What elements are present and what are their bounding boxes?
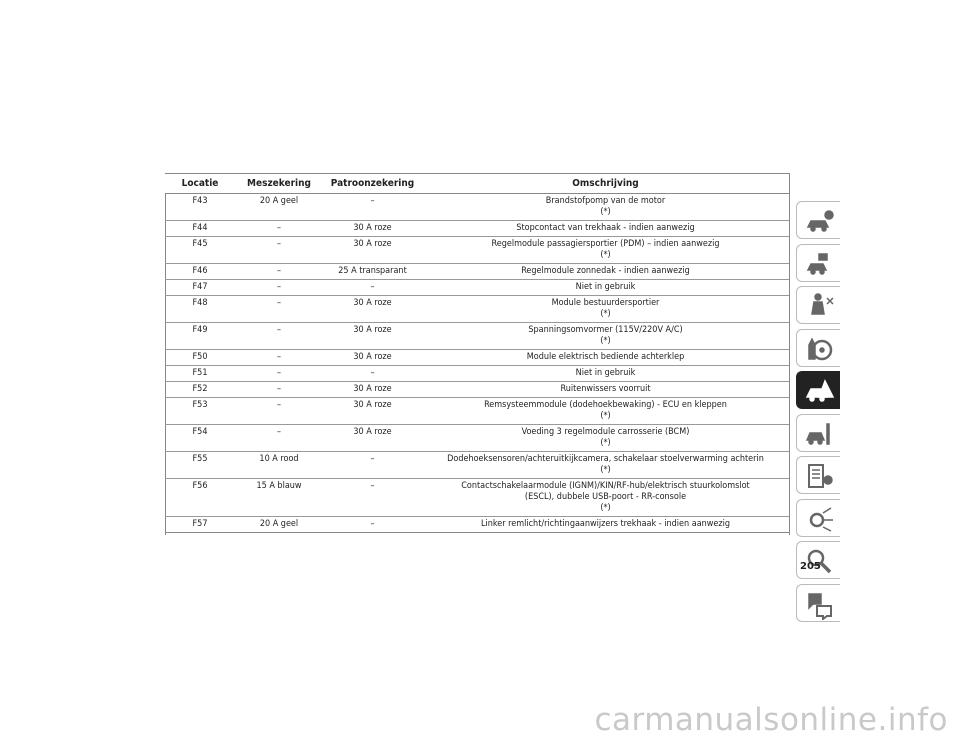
car-service-icon [805, 420, 835, 450]
cell-omschrijving [422, 425, 789, 452]
chapter-tab-10[interactable] [796, 584, 840, 622]
description-line: (*) [600, 503, 611, 513]
cell-locatie: F46 [165, 264, 235, 280]
cell-omschrijving [422, 366, 789, 382]
chapter-tab-7[interactable] [796, 456, 840, 494]
cell-patroonzekering: 25 A transparant [323, 264, 422, 280]
cell-locatie: F57 [165, 517, 235, 533]
chapter-tab-1[interactable] [796, 201, 840, 239]
cell-patroonzekering: 30 A roze [323, 350, 422, 366]
description-line: Remsysteemmodule (dodehoekbewaking) - ECU en kleppen [484, 400, 727, 410]
table-row [165, 237, 789, 264]
chapter-tab-6[interactable] [796, 414, 840, 452]
cell-patroonzekering: 30 A roze [323, 425, 422, 452]
cell-locatie: F55 [165, 452, 235, 479]
cell-meszekering: – [235, 350, 323, 366]
description-line: Stopcontact van trekhaak - indien aanwezig [516, 223, 695, 233]
cell-omschrijving [422, 382, 789, 398]
cell-patroonzekering: 30 A roze [323, 296, 422, 323]
cell-meszekering: 10 A rood [235, 452, 323, 479]
header-omschrijving: Omschrijving [422, 174, 789, 194]
cell-locatie: F48 [165, 296, 235, 323]
chapter-tab-2[interactable] [796, 244, 840, 282]
description-line: Brandstofpomp van de motor [545, 196, 666, 206]
watermark: carmanualsonline.info [594, 702, 948, 738]
languages-icon [805, 590, 835, 620]
cell-meszekering: – [235, 296, 323, 323]
table-row [165, 323, 789, 350]
fuse-table-body [165, 194, 789, 533]
table-row [165, 425, 789, 452]
description-line: (*) [600, 411, 611, 421]
cell-locatie: F50 [165, 350, 235, 366]
cell-meszekering: – [235, 264, 323, 280]
chapter-tab-5[interactable] [796, 371, 840, 409]
cell-omschrijving [422, 479, 789, 517]
cell-omschrijving [422, 517, 789, 533]
header-patroonzekering: Patroonzekering [323, 174, 422, 194]
cell-meszekering: – [235, 237, 323, 264]
cell-patroonzekering: – [323, 517, 422, 533]
cell-omschrijving [422, 452, 789, 479]
seat-belt-icon [805, 292, 835, 322]
description-line: Regelmodule zonnedak - indien aanwezig [521, 266, 690, 276]
cell-patroonzekering: 30 A roze [323, 382, 422, 398]
description-line: (*) [600, 207, 611, 217]
cell-locatie: F45 [165, 237, 235, 264]
description-line: (*) [600, 250, 611, 260]
cell-omschrijving [422, 350, 789, 366]
cell-omschrijving [422, 221, 789, 237]
table-row [165, 350, 789, 366]
cell-patroonzekering: – [323, 366, 422, 382]
cell-locatie: F47 [165, 280, 235, 296]
multimedia-icon [805, 505, 835, 535]
cell-locatie: F54 [165, 425, 235, 452]
description-line: Spanningsomvormer (115V/220V A/C) [528, 325, 683, 335]
description-line: Ruitenwissers voorruit [560, 384, 651, 394]
cell-omschrijving [422, 237, 789, 264]
steering-wheel-icon [805, 335, 835, 365]
cell-patroonzekering: 30 A roze [323, 221, 422, 237]
header-meszekering: Meszekering [235, 174, 323, 194]
car-warning-icon [805, 250, 835, 280]
cell-meszekering: – [235, 366, 323, 382]
car-breakdown-icon [805, 377, 835, 407]
table-row [165, 296, 789, 323]
chapter-tab-3[interactable] [796, 286, 840, 324]
table-row [165, 517, 789, 533]
table-row [165, 382, 789, 398]
cell-patroonzekering: 30 A roze [323, 237, 422, 264]
cell-meszekering: – [235, 425, 323, 452]
table-row [165, 221, 789, 237]
table-row [165, 452, 789, 479]
cell-meszekering: 20 A geel [235, 517, 323, 533]
description-line: Niet in gebruik [575, 282, 636, 292]
description-line: Voeding 3 regelmodule carrosserie (BCM) [521, 427, 690, 437]
cell-patroonzekering: – [323, 479, 422, 517]
cell-locatie: F52 [165, 382, 235, 398]
table-row [165, 479, 789, 517]
cell-omschrijving [422, 323, 789, 350]
cell-meszekering: – [235, 280, 323, 296]
description-line: Regelmodule passagiersportier (PDM) – indien aanwezig [491, 239, 720, 249]
table-row [165, 280, 789, 296]
specifications-list-icon [805, 462, 835, 492]
table-row [165, 398, 789, 425]
cell-patroonzekering: – [323, 452, 422, 479]
cell-locatie: F53 [165, 398, 235, 425]
table-row [165, 264, 789, 280]
description-line: Dodehoeksensoren/achteruitkijkcamera, schakelaar stoelverwarming achterin [447, 454, 764, 464]
table-header-row [165, 174, 789, 194]
cell-meszekering: – [235, 221, 323, 237]
description-line: (*) [600, 309, 611, 319]
fuse-table [165, 173, 789, 533]
cell-patroonzekering: – [323, 280, 422, 296]
table-row [165, 366, 789, 382]
description-line: Module bestuurdersportier [551, 298, 660, 308]
table-frame-right [789, 173, 790, 535]
cell-meszekering: – [235, 382, 323, 398]
description-line: Module elektrisch bediende achterklep [526, 352, 685, 362]
cell-patroonzekering: – [323, 194, 422, 221]
cell-locatie: F49 [165, 323, 235, 350]
header-locatie: Locatie [165, 174, 235, 194]
cell-locatie: F51 [165, 366, 235, 382]
cell-locatie: F43 [165, 194, 235, 221]
description-line: Niet in gebruik [575, 368, 636, 378]
description-line: (*) [600, 465, 611, 475]
description-line: (*) [600, 438, 611, 448]
chapter-tab-8[interactable] [796, 499, 840, 537]
cell-meszekering: – [235, 323, 323, 350]
cell-meszekering: 15 A blauw [235, 479, 323, 517]
cell-locatie: F44 [165, 221, 235, 237]
cell-meszekering: 20 A geel [235, 194, 323, 221]
description-line: (*) [600, 336, 611, 346]
cell-omschrijving [422, 264, 789, 280]
chapter-tab-4[interactable] [796, 329, 840, 367]
table-row [165, 194, 789, 221]
cell-patroonzekering: 30 A roze [323, 323, 422, 350]
chapter-tab-9[interactable] [796, 541, 840, 579]
cell-omschrijving [422, 296, 789, 323]
description-line: Contactschakelaarmodule (IGNM)/KIN/RF-hub/elektrisch stuurkolomslot [461, 481, 750, 491]
description-line: (ESCL), dubbele USB-poort - RR-console [524, 492, 687, 502]
cell-omschrijving [422, 398, 789, 425]
car-info-icon [805, 207, 835, 237]
cell-omschrijving [422, 194, 789, 221]
cell-omschrijving [422, 280, 789, 296]
description-line: Linker remlicht/richtingaanwijzers trekhaak - indien aanwezig [480, 519, 731, 529]
cell-locatie: F56 [165, 479, 235, 517]
cell-meszekering: – [235, 398, 323, 425]
page-number: 205 [800, 561, 821, 572]
cell-patroonzekering: 30 A roze [323, 398, 422, 425]
